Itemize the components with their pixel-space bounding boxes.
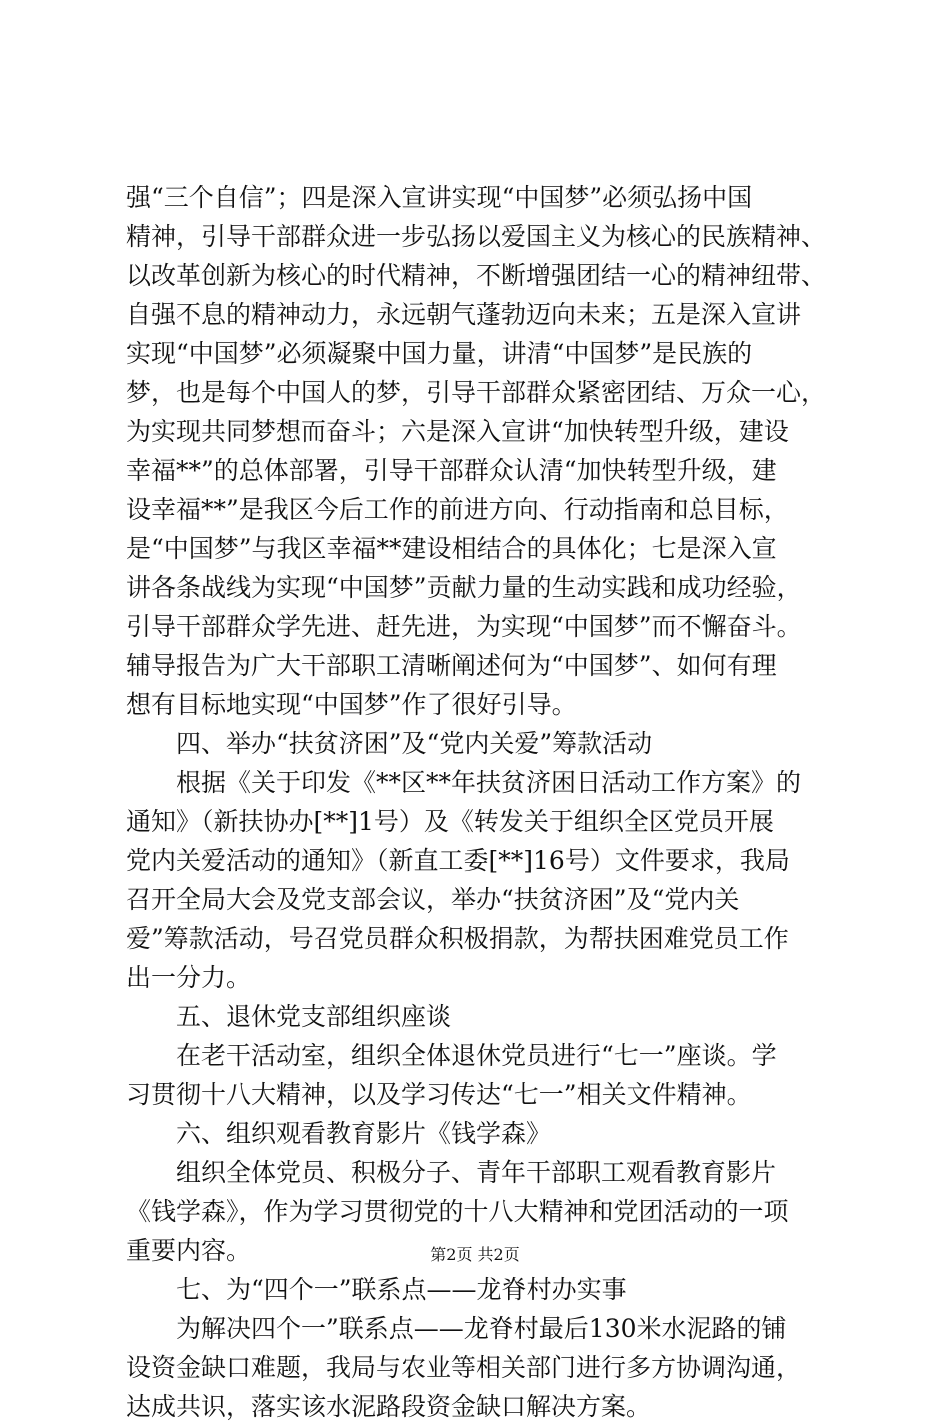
body-line: 辅导报告为广大干部职工清晰阐述何为“中国梦”、如何有理	[126, 651, 777, 680]
body-line: 幸福**”的总体部署，引导干部群众认清“加快转型升级，建	[126, 456, 777, 485]
section-heading-5: 五、退休党支部组织座谈	[176, 1002, 452, 1031]
body-line: 在老干活动室，组织全体退休党员进行“七一”座谈。学	[176, 1041, 777, 1070]
body-line: 出一分力。	[126, 963, 252, 992]
body-line: 设幸福**”是我区今后工作的前进方向、行动指南和总目标，	[126, 495, 789, 524]
body-line: 根据《关于印发《**区**年扶贫济困日活动工作方案》的	[176, 768, 802, 797]
body-line: 组织全体党员、积极分子、青年干部职工观看教育影片	[176, 1158, 777, 1187]
document-body	[126, 178, 826, 1426]
body-line: 讲各条战线为实现“中国梦”贡献力量的生动实践和成功经验，	[126, 573, 802, 602]
body-line: 以改革创新为核心的时代精神，不断增强团结一心的精神纽带、	[126, 261, 826, 290]
body-line: 达成共识，落实该水泥路段资金缺口解决方案。	[126, 1392, 652, 1421]
body-line: 党内关爱活动的通知》（新直工委[**]16号）文件要求，我局	[126, 846, 790, 875]
body-line: 《钱学森》，作为学习贯彻党的十八大精神和党团活动的一项	[126, 1197, 789, 1226]
body-line: 为实现共同梦想而奋斗；六是深入宣讲“加快转型升级，建设	[126, 417, 789, 446]
body-line: 实现“中国梦”必须凝聚中国力量，讲清“中国梦”是民族的	[126, 339, 753, 368]
section-heading-4: 四、举办“扶贫济困”及“党内关爱”筹款活动	[176, 729, 653, 758]
body-line: 梦，也是每个中国人的梦，引导干部群众紧密团结、万众一心，	[126, 378, 826, 407]
section-heading-7: 七、为“四个一”联系点——龙脊村办实事	[176, 1275, 627, 1304]
body-line: 习贯彻十八大精神，以及学习传达“七一”相关文件精神。	[126, 1080, 752, 1109]
body-line: 自强不息的精神动力，永远朝气蓬勃迈向未来；五是深入宣讲	[126, 300, 802, 329]
body-line: 爱”筹款活动，号召党员群众积极捐款，为帮扶困难党员工作	[126, 924, 789, 953]
body-line: 设资金缺口难题，我局与农业等相关部门进行多方协调沟通，	[126, 1353, 802, 1382]
body-line: 强“三个自信”；四是深入宣讲实现“中国梦”必须弘扬中国	[126, 183, 753, 212]
body-line: 精神，引导干部群众进一步弘扬以爱国主义为核心的民族精神、	[126, 222, 826, 251]
section-heading-6: 六、组织观看教育影片《钱学森》	[176, 1119, 552, 1148]
body-line: 通知》（新扶协办[**]1号）及《转发关于组织全区党员开展	[126, 807, 774, 836]
body-line: 引导干部群众学先进、赶先进，为实现“中国梦”而不懈奋斗。	[126, 612, 802, 641]
body-line: 重要内容。	[126, 1236, 252, 1265]
page-number-footer: 第2页 共2页	[430, 1245, 520, 1264]
body-line: 为解决四个一”联系点——龙脊村最后130米水泥路的铺	[176, 1314, 787, 1343]
body-line: 召开全局大会及党支部会议，举办“扶贫济困”及“党内关	[126, 885, 740, 914]
body-line: 想有目标地实现“中国梦”作了很好引导。	[126, 690, 577, 719]
body-line: 是“中国梦”与我区幸福**建设相结合的具体化；七是深入宣	[126, 534, 777, 563]
